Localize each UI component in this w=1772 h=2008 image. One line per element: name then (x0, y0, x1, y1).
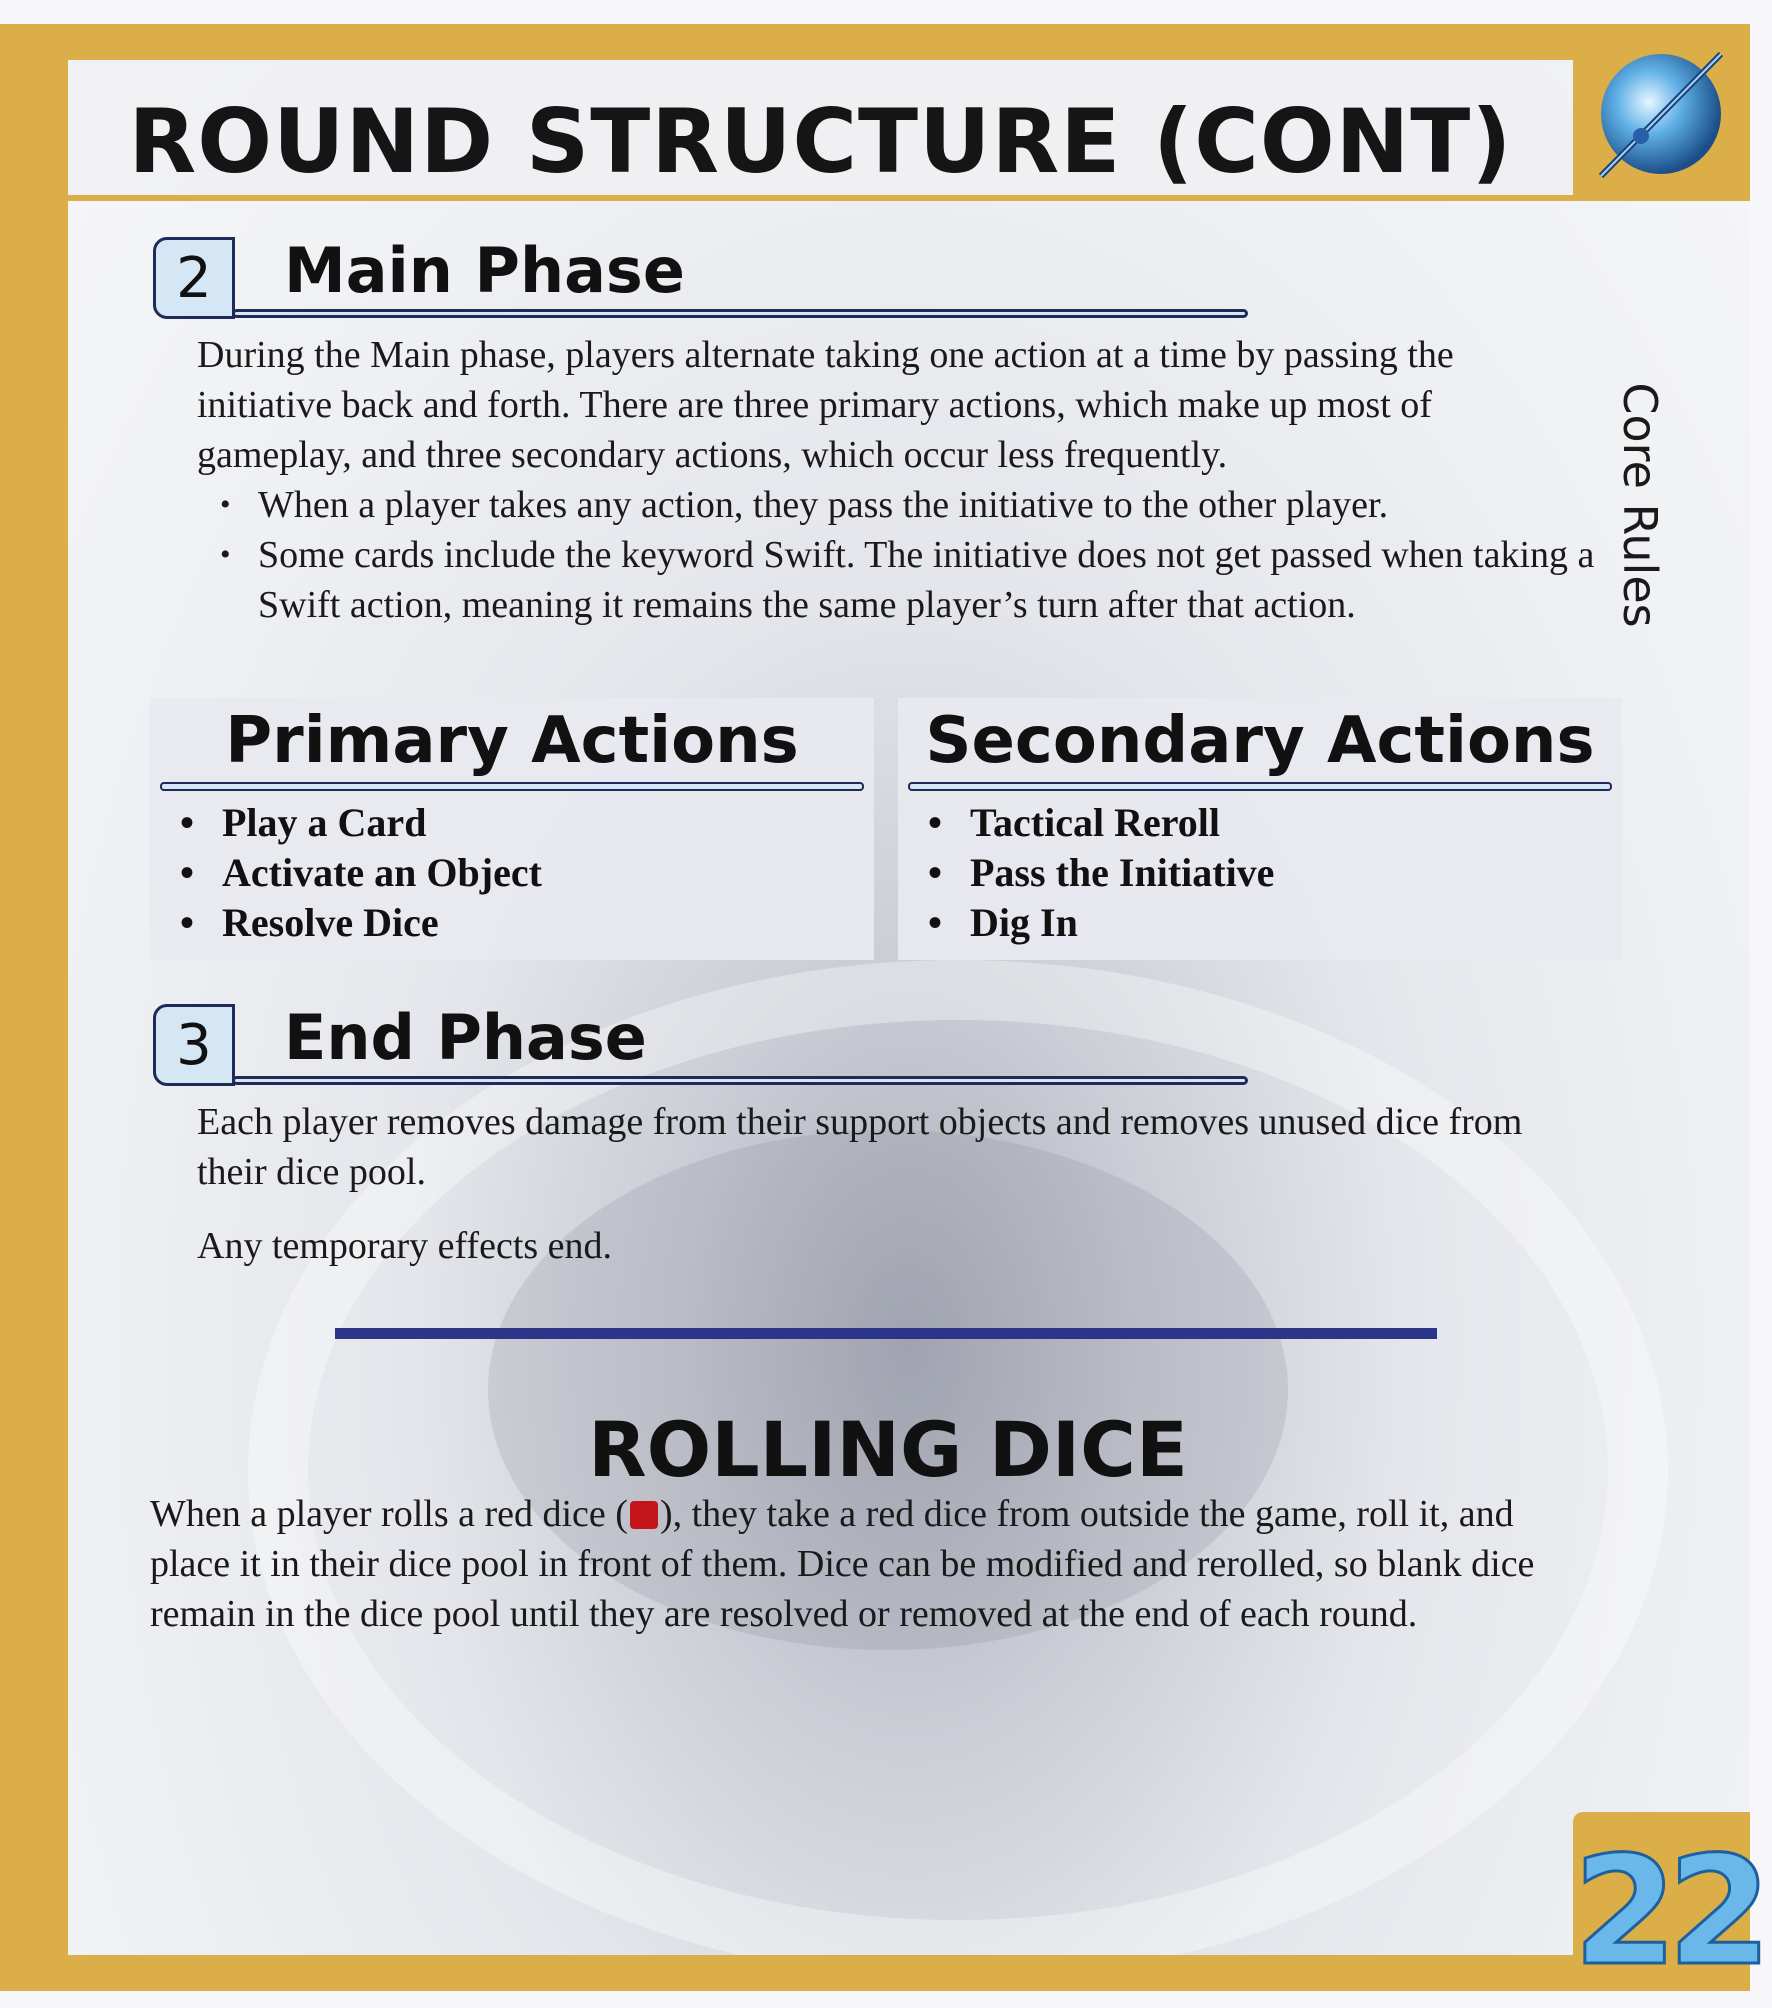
box-underline (160, 782, 864, 791)
primary-actions-heading: Primary Actions (225, 704, 799, 778)
list-item: • Pass the Initiative (928, 848, 1274, 898)
page-number: 22 (1573, 1825, 1762, 1999)
list-item: • Play a Card (180, 798, 542, 848)
page-number-corner (1573, 1812, 1762, 1999)
rolling-dice-heading: ROLLING DICE (588, 1405, 1188, 1494)
frame-left (0, 24, 68, 1991)
title-band (68, 60, 1573, 201)
primary-actions-box (150, 698, 874, 960)
secondary-actions-list (928, 798, 1274, 948)
rolling-dice-paragraph (150, 1489, 1570, 1639)
end-phase-heading: End Phase (284, 1001, 647, 1074)
rolling-dice-text-end: ), they take a red dice from outside the game, roll it, and place it in their dice pool in front of them. Dice can be modified and rerolled, so blank dice remain in the dice pool until they are resolved or removed at the end of each round. (150, 1493, 1535, 1635)
phase-underline (232, 309, 1248, 318)
frame-bottom (0, 1955, 1750, 1991)
list-item: • Resolve Dice (180, 898, 542, 948)
list-item: • When a player takes any action, they pass the initiative to the other player. (200, 480, 1630, 530)
section-divider (335, 1328, 1437, 1339)
frame-top (0, 24, 1750, 60)
rolling-dice-text-start: When a player rolls a red dice ( (150, 1493, 628, 1535)
section-tab-label: Core Rules (1613, 382, 1667, 628)
main-phase-bullets (200, 480, 1630, 630)
planet-emblem-icon (1593, 48, 1728, 183)
primary-actions-list (180, 798, 542, 948)
end-phase-paragraph: Each player removes damage from their support objects and removes unused dice from their dice pool. (197, 1101, 1523, 1193)
box-underline (908, 782, 1612, 791)
list-item: • Tactical Reroll (928, 798, 1274, 848)
end-phase-paragraph: Any temporary effects end. (197, 1225, 613, 1267)
main-phase-heading: Main Phase (284, 234, 685, 307)
emblem-corner (1573, 24, 1750, 201)
phase-number-badge: 2 (153, 237, 235, 319)
phase-number-badge: 3 (153, 1004, 235, 1086)
main-phase-intro: During the Main phase, players alternate taking one action at a time by passing the initiative back and forth. There are three primary actions, which make up most of gameplay, and three secondary actions, which occur less frequently. (197, 334, 1454, 476)
page-title: ROUND STRUCTURE (CONT) (128, 90, 1513, 193)
phase-underline (232, 1076, 1248, 1085)
red-die-icon (630, 1501, 658, 1529)
list-item: • Activate an Object (180, 848, 542, 898)
secondary-actions-box (898, 698, 1622, 960)
secondary-actions-heading: Secondary Actions (925, 704, 1595, 778)
list-item: • Some cards include the keyword Swift. The initiative does not get passed when taking a Swift action, meaning it remains the same player’s turn after that action. (200, 530, 1630, 630)
list-item: • Dig In (928, 898, 1274, 948)
